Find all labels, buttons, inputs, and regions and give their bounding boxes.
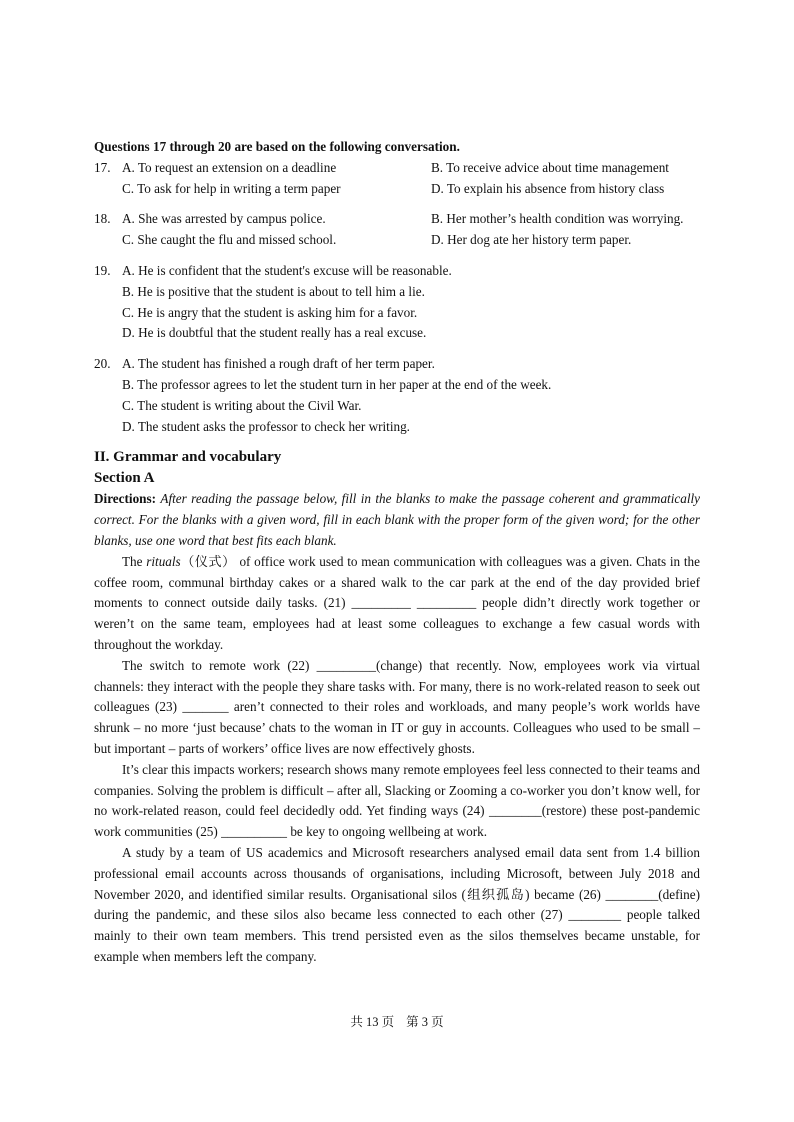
passage-paragraph-3: It’s clear this impacts workers; research shows many remote employees feel less connected to their teams and companies. Solving the problem is difficult – after all, Slacking or Zooming a co-worker you don’t know well, for no work-related reason, could feel decidedly odd. Yet finding ways (24) ________(restore) these post-pandemic work communities (25) __________ be key to ongoing wellbeing at work. [94,761,700,840]
passage-paragraph-4: A study by a team of US academics and Microsoft researchers analysed email data sent from 1.4 billion professional email accounts across thousands of organisations, including Microsoft, between July 2018 and November 2020, and identified similar results. Organisational silos (组织孤岛) became (26) ________(define) during the pandemic, and these silos also became less connected to each other (27) ________ people talked mainly to their own team members. This trend persisted even as the silos themselves became unstable, for example when members left the company. [94,844,700,964]
option-a: A. He is confident that the student's excuse will be reasonable. [122,262,452,278]
question-number: 19. [94,262,111,278]
part-title: II. Grammar and vocabulary [94,449,282,466]
option-c: C. She caught the flu and missed school. [122,232,337,248]
option-a: A. The student has finished a rough draft of her term paper. [122,356,435,372]
question-20 [94,354,700,437]
question-number: 18. [94,211,111,227]
directions [94,489,700,551]
question-number: 17. [94,159,111,175]
option-b: B. The professor agrees to let the student turn in her paper at the end of the week. [122,376,552,392]
directions-text: After reading the passage below, fill in the blanks to make the passage coherent and grammatically correct. For the blanks with a given word, fill in each blank with the proper form of the given word; for the other blanks, use one word that best fits each blank. [94,491,701,548]
option-d: D. Her dog ate her history term paper. [431,232,632,248]
option-b: B. Her mother’s health condition was worrying. [431,211,684,227]
total-pages: 共 13 页 [350,1015,395,1029]
page-footer [0,1012,794,1030]
question-18 [94,209,700,251]
option-a: A. She was arrested by campus police. [122,211,326,227]
option-b: B. To receive advice about time management [431,159,669,175]
p1-post: （仪式） of office work used to mean communication with colleagues was a given. Chats in the coffee room, communal birthday cakes or a shared walk to the car park at the end of the day provided brief moments to connect outside daily tasks. (21) _________ _________ people didn’t directly work together or weren’t on the same team, employees had at least some colleagues to exchange a few casual words with throughout the workday. [94,553,700,652]
option-d: D. The student asks the professor to check her writing. [122,418,410,434]
question-17 [94,158,700,200]
option-b: B. He is positive that the student is about to tell him a lie. [122,283,425,299]
option-c: C. He is angry that the student is asking him for a favor. [122,304,418,320]
directions-label: Directions: [94,491,157,507]
option-a: A. To request an extension on a deadline [122,159,337,175]
option-c: C. To ask for help in writing a term paper [122,180,341,196]
section-title: Section A [94,470,155,487]
question-number: 20. [94,356,111,372]
passage-paragraph-1 [94,552,700,656]
current-page: 第 3 页 [406,1015,444,1029]
question-19 [94,261,700,344]
option-d: D. To explain his absence from history class [431,180,665,196]
exam-page [94,137,700,968]
listening-heading: Questions 17 through 20 are based on the following conversation. [94,139,460,154]
p1-italic: rituals [146,553,181,569]
option-d: D. He is doubtful that the student really has a real excuse. [122,325,427,341]
p1-pre: The [122,553,147,569]
passage-paragraph-2: The switch to remote work (22) _________(change) that recently. Now, employees work via virtual channels: they interact with the people they share tasks with. For many, there is no work-related reason to seek out colleagues (23) _______ aren’t connected to their roles and workloads, and many people’s work worlds have shrunk – no more ‘just because’ chats to the woman in IT or guy in accounts. Colleagues who used to be small – but important – parts of workers’ office lives are now effectively ghosts. [94,657,700,756]
option-c: C. The student is writing about the Civil War. [122,397,362,413]
